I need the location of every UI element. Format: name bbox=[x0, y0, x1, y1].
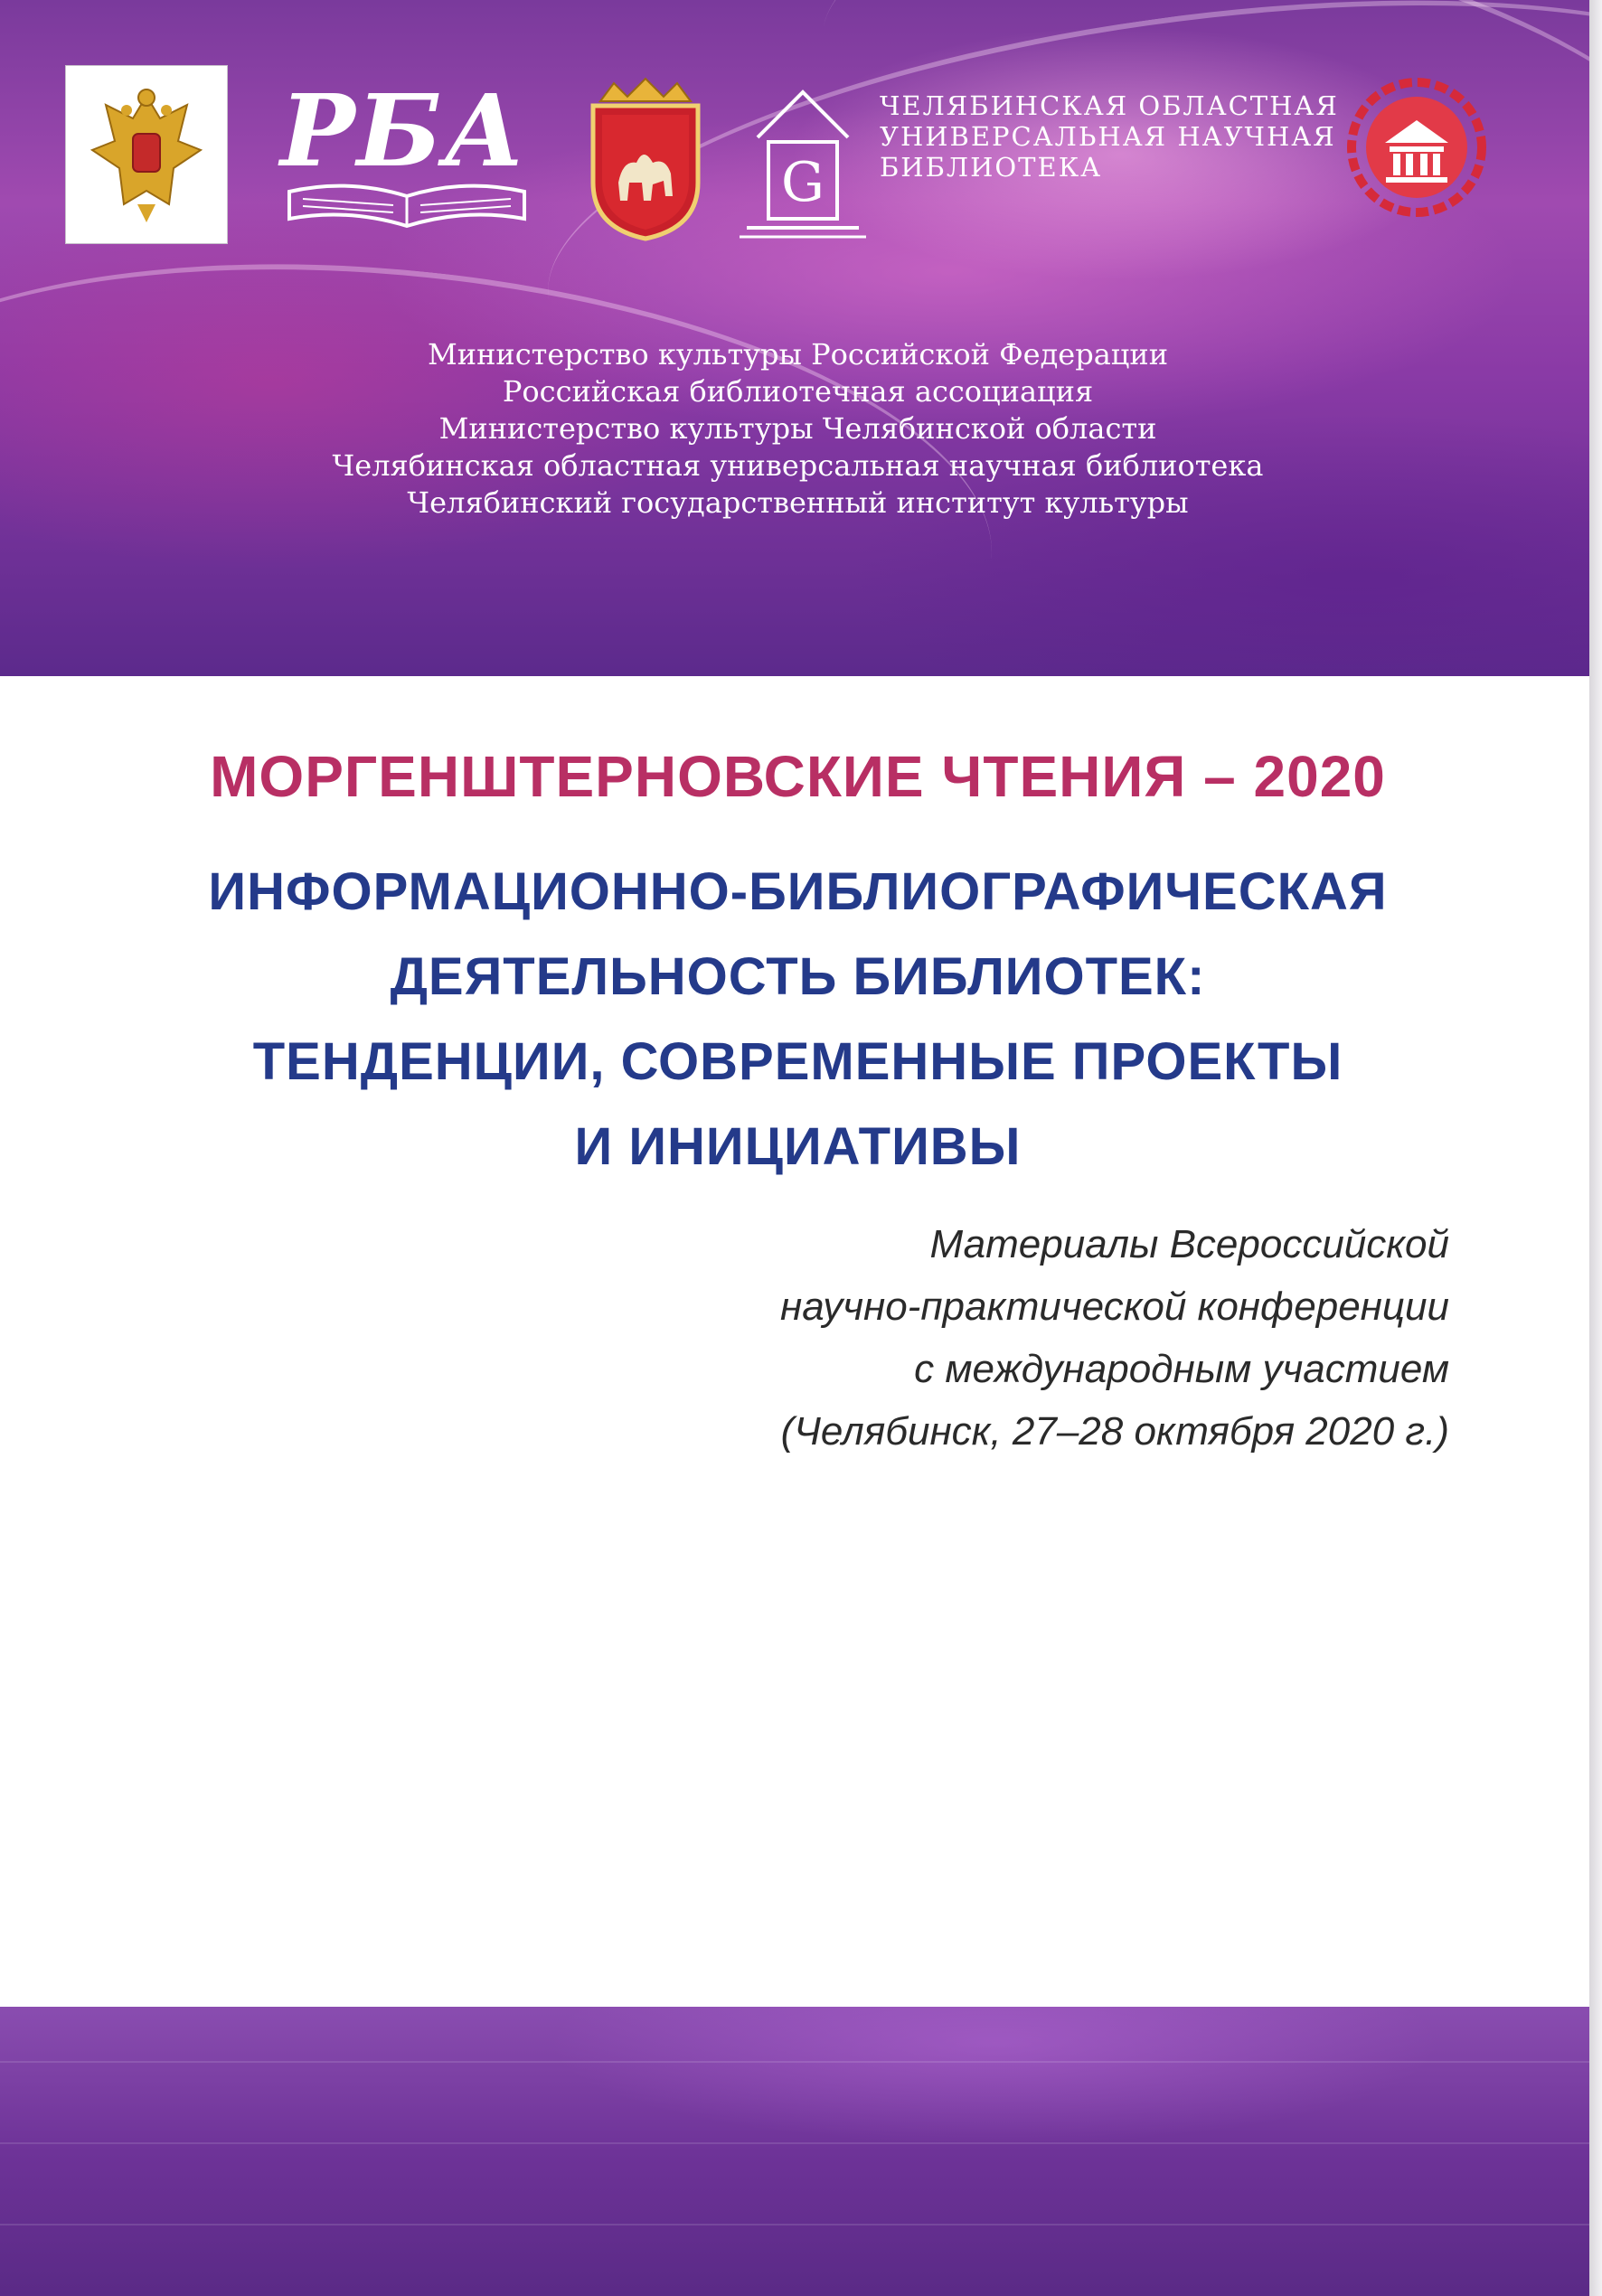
organizer-line: Министерство культуры Российской Федерации bbox=[427, 337, 1169, 372]
book-subtitle bbox=[0, 850, 1596, 1190]
bottom-band bbox=[0, 2007, 1596, 2296]
open-book-icon bbox=[280, 174, 533, 237]
page-edge bbox=[1589, 0, 1602, 2296]
institute-wreath-icon bbox=[1344, 71, 1489, 224]
rba-logo-text: РБА bbox=[280, 72, 527, 189]
book-title: МОРГЕНШТЕРНОВСКИЕ ЧТЕНИЯ – 2020 bbox=[210, 744, 1386, 809]
subtitle-line: ДЕЯТЕЛЬНОСТЬ БИБЛИОТЕК: bbox=[390, 947, 1206, 1006]
logo-row bbox=[0, 54, 1596, 253]
organizer-line: Челябинская областная универсальная научная библиотека bbox=[332, 448, 1264, 483]
library-name-line: УНИВЕРСАЛЬНАЯ НАУЧНАЯ bbox=[880, 121, 1336, 152]
organizer-line: Челябинский государственный институт культуры bbox=[407, 485, 1189, 520]
rba-logo bbox=[271, 72, 542, 253]
russia-coat-of-arms-icon bbox=[65, 65, 228, 244]
subtitle-line: ТЕНДЕНЦИИ, СОВРЕМЕННЫЕ ПРОЕКТЫ bbox=[252, 1032, 1343, 1091]
subtitle-line: ИНФОРМАЦИОННО-БИБЛИОГРАФИЧЕСКАЯ bbox=[208, 862, 1388, 921]
organizers-list bbox=[0, 336, 1596, 522]
chelyabinsk-library-logo bbox=[740, 74, 1339, 246]
subtitle-line: И ИНИЦИАТИВЫ bbox=[574, 1117, 1022, 1176]
library-name-line: ЧЕЛЯБИНСКАЯ ОБЛАСТНАЯ bbox=[880, 90, 1339, 121]
materials-line: Материалы Всероссийской bbox=[929, 1222, 1449, 1266]
library-name-line: БИБЛИОТЕКА bbox=[880, 152, 1103, 183]
conference-materials-note bbox=[364, 1213, 1449, 1463]
chelyabinsk-shield-icon bbox=[582, 74, 709, 242]
materials-line: (Челябинск, 27–28 октября 2020 г.) bbox=[780, 1409, 1449, 1454]
library-building-icon bbox=[740, 74, 866, 246]
library-monogram: G bbox=[781, 151, 825, 214]
materials-line: научно-практической конференции bbox=[779, 1284, 1449, 1329]
top-band bbox=[0, 0, 1596, 676]
organizer-line: Российская библиотечная ассоциация bbox=[502, 374, 1094, 409]
band-streak bbox=[0, 2061, 1596, 2063]
organizer-line: Министерство культуры Челябинской области bbox=[438, 411, 1157, 446]
materials-line: с международным участием bbox=[914, 1347, 1449, 1391]
band-streak bbox=[0, 2224, 1596, 2225]
library-name bbox=[880, 90, 1339, 183]
band-streak bbox=[0, 2142, 1596, 2144]
